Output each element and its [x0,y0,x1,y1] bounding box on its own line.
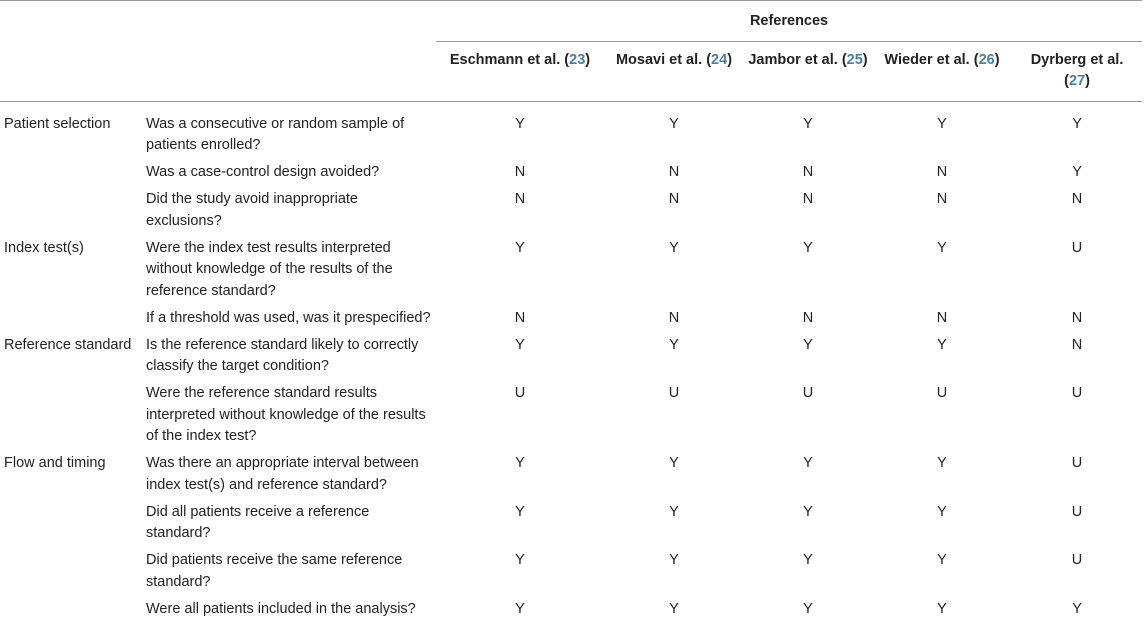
answer-cell: N [668,164,680,180]
references-heading: References [436,1,1142,42]
answer-cell: Y [515,239,525,256]
answer-cell: Y [515,503,525,520]
answer-cell: Y [937,600,947,617]
table-row [0,502,1142,551]
table-row [0,383,1142,453]
table-row [0,189,1142,238]
answer-cell: Y [803,503,813,520]
domain-cell [0,502,140,551]
answer-cell: U [1071,385,1083,401]
answer-cell: Y [669,600,679,617]
question-cell: Is the reference standard likely to correctly classify the target condition? [146,336,419,374]
answer-cell: Y [669,239,679,256]
answer-cell: Y [803,239,813,256]
answer-cell: Y [937,552,947,568]
answer-cell: Y [669,115,679,132]
answer-cell: U [668,385,680,401]
domain-cell [0,383,140,453]
answer-cell: Y [803,552,813,568]
answer-cell: N [1071,309,1083,326]
table-row [0,238,1142,308]
answer-cell: Y [515,115,525,132]
domain-cell: Reference standard [4,336,132,353]
header-blank-authors [0,41,436,101]
reference-link[interactable]: 26 [978,51,995,68]
answer-cell: N [668,309,680,326]
header-row-group [0,1,1142,42]
table-row [0,101,1142,162]
column-header-mosavi: Mosavi et al. (24) [604,41,744,101]
answer-cell: U [1071,239,1083,256]
question-cell: Did the study avoid inappropriate exclusions? [146,191,358,229]
question-cell: Were all patients included in the analysis? [146,600,416,617]
answer-cell: Y [669,455,679,471]
answer-cell: Y [1072,600,1082,617]
answer-cell: Y [937,239,947,256]
answer-cell: Y [669,552,679,568]
domain-cell: Flow and timing [4,455,106,471]
table-row [0,453,1142,502]
question-cell: Did patients receive the same reference standard? [146,552,403,590]
answer-cell: Y [515,336,525,353]
answer-cell: Y [1072,115,1082,132]
answer-cell: N [936,164,948,180]
column-header-jambor: Jambor et al. (25) [744,41,872,101]
answer-cell: Y [669,503,679,520]
answer-cell: Y [937,336,947,353]
reference-link[interactable]: 27 [1068,73,1086,89]
table-row [0,162,1142,189]
header-row-authors [0,41,1142,101]
answer-cell: Y [937,115,947,132]
answer-cell: Y [515,455,525,471]
table-row [0,599,1142,626]
answer-cell: N [936,191,948,207]
table-row [0,550,1142,599]
answer-cell: Y [669,336,679,353]
table-body [0,101,1142,626]
answer-cell: Y [937,503,947,520]
answer-cell: N [514,164,526,180]
answer-cell: Y [803,115,813,132]
reference-link[interactable]: 25 [846,51,863,68]
answer-cell: U [1071,503,1083,520]
domain-cell: Patient selection [4,115,111,132]
answer-cell: Y [803,600,813,617]
header-blank [0,1,436,42]
answer-cell: N [802,309,814,326]
answer-cell: U [802,385,814,401]
answer-cell: U [936,385,948,401]
answer-cell: N [668,191,680,207]
answer-cell: U [1071,552,1083,568]
answer-cell: N [514,309,526,326]
table-row [0,308,1142,335]
answer-cell: N [514,191,526,207]
answer-cell: Y [803,455,813,471]
question-cell: Were the reference standard results interpreted without knowledge of the results of the index test? [146,385,426,444]
question-cell: Did all patients receive a reference standard? [146,503,370,541]
question-cell: Was there an appropriate interval between index test(s) and reference standard? [146,455,419,493]
answer-cell: N [936,309,948,326]
answer-cell: Y [937,455,947,471]
answer-cell: N [802,164,814,180]
domain-cell: Index test(s) [4,239,84,256]
column-header-dyrberg: Dyrberg et al. (27) [1012,41,1142,101]
question-cell: Was a consecutive or random sample of patients enrolled? [146,115,405,153]
answer-cell: Y [803,336,813,353]
question-cell: Were the index test results interpreted without knowledge of the results of the reference standard? [146,239,393,299]
reference-link[interactable]: 24 [711,51,728,68]
table-row [0,335,1142,384]
answer-cell: N [802,191,814,207]
reference-link[interactable]: 23 [569,51,586,68]
answer-cell: Y [515,600,525,617]
answer-cell: Y [515,552,525,568]
question-cell: If a threshold was used, was it prespecified? [146,309,431,326]
answer-cell: U [1071,455,1083,471]
domain-cell [0,550,140,599]
domain-cell [0,599,140,626]
answer-cell: Y [1072,164,1082,180]
domain-cell [0,189,140,238]
domain-cell [0,308,140,335]
column-header-eschmann: Eschmann et al. (23) [436,41,604,101]
answer-cell: N [1071,336,1083,353]
question-cell: Was a case-control design avoided? [146,164,380,180]
answer-cell: U [514,385,526,401]
column-header-wieder: Wieder et al. (26) [872,41,1012,101]
answer-cell: N [1071,191,1083,207]
domain-cell [0,162,140,189]
